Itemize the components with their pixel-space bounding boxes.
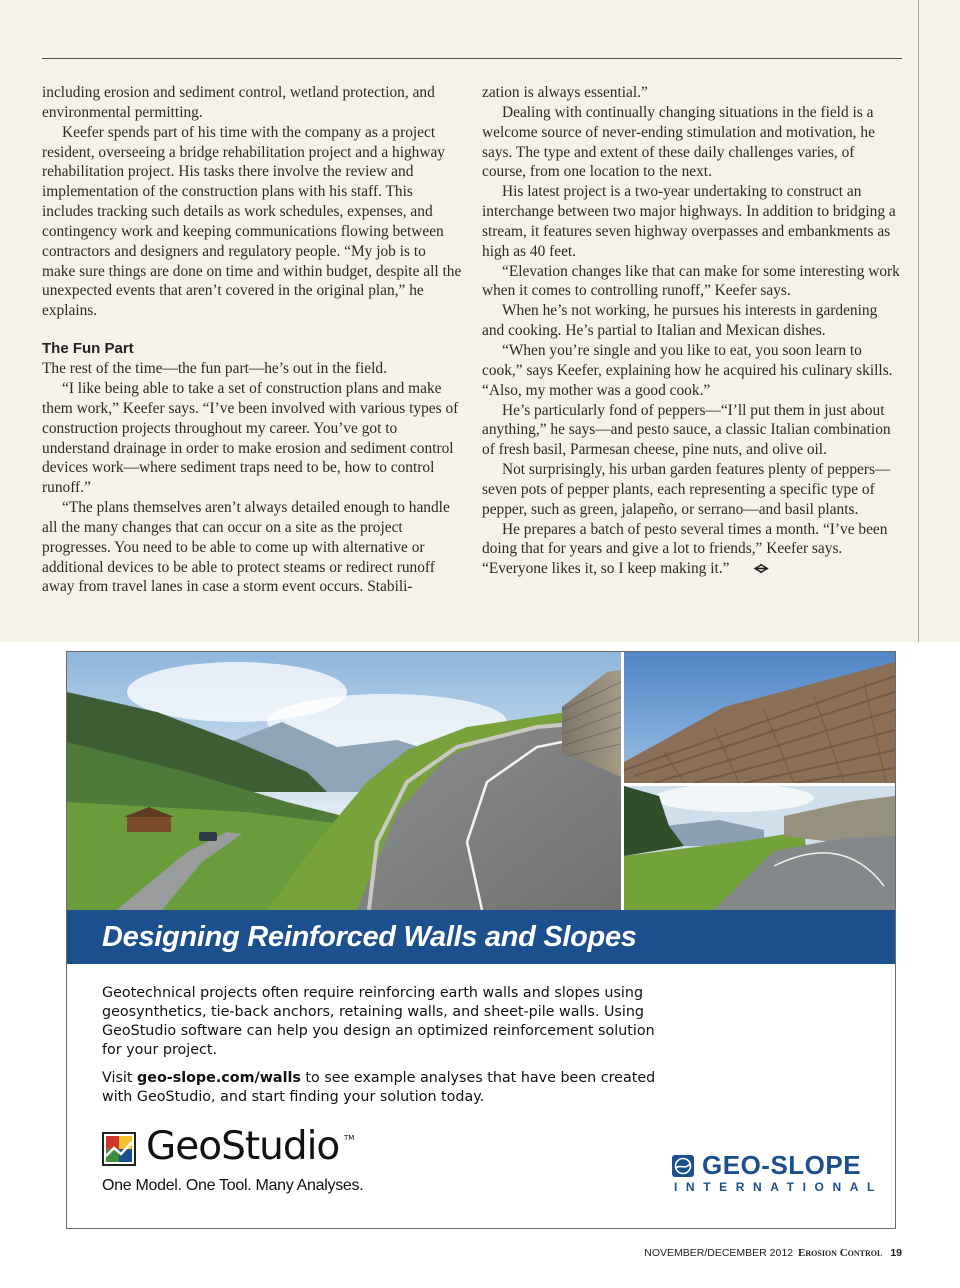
geo-slope-logo (672, 1150, 883, 1198)
top-margin (0, 0, 918, 58)
paragraph: including erosion and sediment control, wetland protection, and environmental permitting. (42, 84, 435, 121)
ad-headline: Designing Reinforced Walls and Slopes (102, 921, 637, 953)
paragraph: “Elevation changes like that can make for some interesting work when it comes to controlling runoff,” Keefer says. (482, 262, 900, 300)
product-name: GeoStudio (146, 1124, 340, 1169)
geo-slope-globe-icon (672, 1155, 694, 1177)
page-footer (644, 1247, 902, 1259)
page-number: 19 (890, 1247, 902, 1259)
paragraph: “I like being able to take a set of construction plans and make them work,” Keefer says. “I’ve been involved with various types of construction projects throughout my career. You’ve got to understand drainage in order to make erosion and sediment control devices work—where sediment traps need to be, how to control runoff.” (42, 379, 459, 497)
company-name: GEO-SLOPE (702, 1150, 862, 1180)
paragraph: “The plans themselves aren’t always detailed enough to handle all the many changes that can occur on a site as the project progresses. You need to be able to come up with alternative or additional devices to be able to protect steams or redirect runoff away from travel lanes in case a storm event occurs. Stabili- (42, 499, 450, 596)
curved-road-wall-photo (624, 786, 895, 910)
end-of-story-icon: ᗕᗒ (753, 562, 767, 577)
page-edge-divider (918, 0, 919, 642)
paragraph-text: He prepares a batch of pesto several times a month. “I’ve been doing that for years and give a lot to friends,” Keefer says. “Everyone likes it, so I keep making it.” (482, 520, 888, 578)
ad-text: Visit (102, 1070, 138, 1086)
article-column-right (482, 83, 902, 580)
ad-body-copy (102, 984, 662, 1116)
paragraph: “When you’re single and you like to eat, you soon learn to cook,” says Keefer, explaining how he acquired his culinary skills. “Also, my mother was a good cook.” (482, 341, 893, 399)
paragraph: The rest of the time—the fun part—he’s out in the field. (42, 360, 387, 378)
trademark-mark: TM (344, 1134, 355, 1142)
ad-paragraph: Geotechnical projects often require reinforcing earth walls and slopes using geosynthetics, tie-back anchors, retaining walls, and sheet-pile walls. Using GeoStudio software can help you design an optimized reinforcement solution for your project. (102, 985, 655, 1058)
paragraph: Dealing with continually changing situations in the field is a welcome source of never-ending stimulation and motivation, he says. The type and extent of these daily challenges varies, of course, from one location to the next. (482, 103, 875, 181)
article-column-left (42, 83, 462, 597)
mountain-road-photo (67, 652, 621, 910)
paragraph: His latest project is a two-year undertaking to construct an interchange between two major highways. In addition to bridging a stream, it features seven highway overpasses and embankments as high as 40 feet. (482, 183, 896, 260)
ad-text: to see example analyses that have been created with GeoStudio, and start finding your solution today. (102, 1070, 656, 1105)
product-tagline: One Model. One Tool. Many Analyses. (102, 1177, 364, 1194)
geostudio-logo (102, 1124, 402, 1198)
company-subtitle: INTERNATIONAL (674, 1180, 883, 1194)
geostudio-logo-icon (102, 1132, 136, 1166)
issue-date: NOVEMBER/DECEMBER 2012 (644, 1247, 794, 1259)
geostudio-advertisement[interactable] (66, 651, 896, 1229)
ad-paragraph (102, 1069, 662, 1107)
retaining-wall-photo (624, 652, 895, 783)
paragraph (482, 520, 902, 581)
geo-slope-walls-link[interactable]: geo-slope.com/walls (137, 1070, 301, 1086)
publication-name: Erosion Control (798, 1247, 883, 1259)
paragraph: When he’s not working, he pursues his interests in gardening and cooking. He’s partial to Italian and Mexican dishes. (482, 302, 878, 340)
paragraph: He’s particularly fond of peppers—“I’ll put them in just about anything,” he says—and pesto sauce, a classic Italian combination of fresh basil, Parmesan cheese, pine nuts, and olive oil. (482, 401, 891, 459)
paragraph: Keefer spends part of his time with the company as a project resident, overseeing a bridge rehabilitation project and a highway rehabilitation project. His tasks there involve the review and implementation of the construction plans with his staff. This includes tracking such details as work schedules, expenses, and contingency work and keeping communications flowing between contractors and designers and regulatory people. “My job is to make sure things are done on time and within budget, despite all the unexpected events that aren’t covered in the original plan,” he explains. (42, 123, 462, 320)
headline-band (67, 910, 895, 964)
paragraph: zation is always essential.” (482, 84, 648, 101)
paragraph: Not surprisingly, his urban garden features plenty of peppers—seven pots of pepper plants, each representing a specific type of pepper, such as green, jalapeño, or serrano—and basil plants. (482, 461, 891, 518)
section-heading: The Fun Part (42, 340, 134, 358)
